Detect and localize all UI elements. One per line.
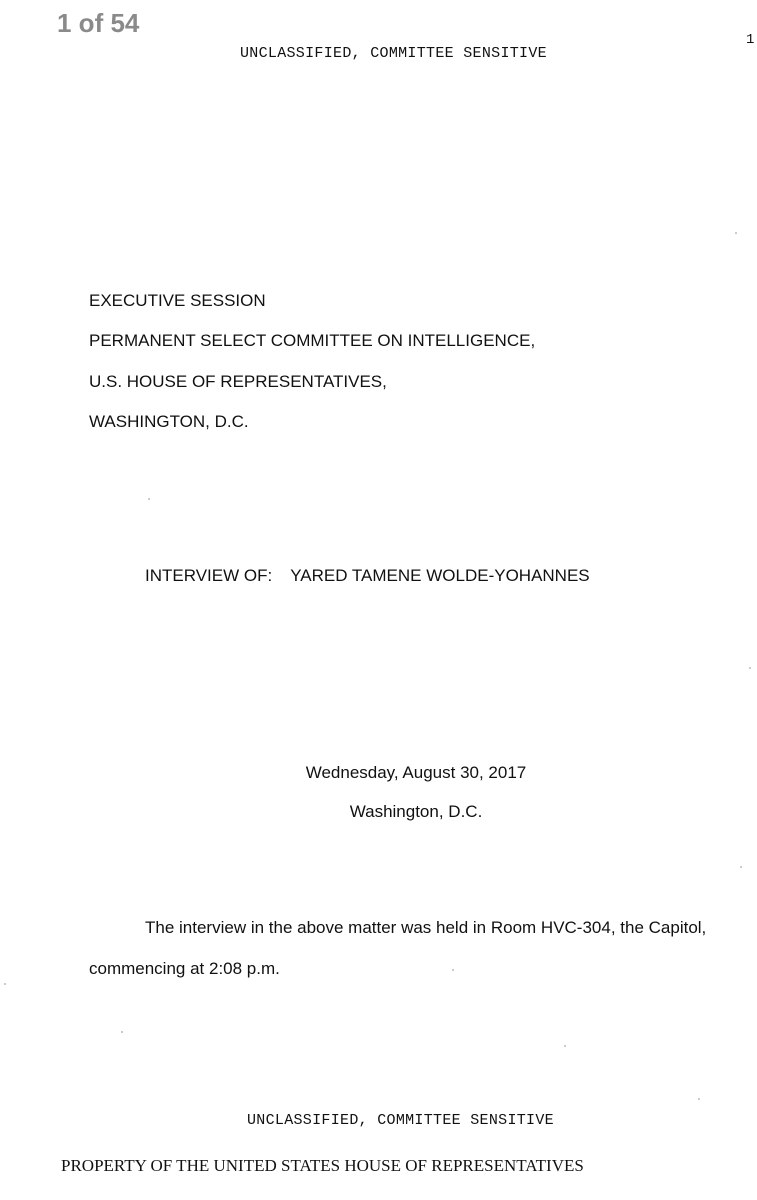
scan-speck xyxy=(735,232,737,234)
session-line-2: PERMANENT SELECT COMMITTEE ON INTELLIGENCE, xyxy=(89,331,536,350)
page-indicator: 1 of 54 xyxy=(57,8,140,38)
scan-speck xyxy=(564,1045,566,1047)
scan-speck xyxy=(121,1031,123,1033)
classification-header: UNCLASSIFIED, COMMITTEE SENSITIVE xyxy=(240,45,547,62)
interview-heading xyxy=(145,566,590,586)
scan-speck xyxy=(749,667,751,669)
body-text-line-1: The interview in the above matter was held in Room HVC-304, the Capitol, xyxy=(145,918,707,937)
session-line-1: EXECUTIVE SESSION xyxy=(89,291,266,310)
scan-speck xyxy=(452,969,454,971)
scan-speck xyxy=(740,866,742,868)
interview-location: Washington, D.C. xyxy=(349,802,483,821)
body-text-line-2: commencing at 2:08 p.m. xyxy=(89,959,280,978)
classification-footer: UNCLASSIFIED, COMMITTEE SENSITIVE xyxy=(247,1112,554,1129)
scan-speck xyxy=(4,983,6,985)
property-notice: PROPERTY OF THE UNITED STATES HOUSE OF REPRESENTATIVES xyxy=(61,1156,584,1175)
scan-speck xyxy=(698,1098,700,1100)
interviewee-name: YARED TAMENE WOLDE-YOHANNES xyxy=(290,566,590,585)
session-line-4: WASHINGTON, D.C. xyxy=(89,412,249,431)
session-line-3: U.S. HOUSE OF REPRESENTATIVES, xyxy=(89,372,387,391)
interview-label: INTERVIEW OF: xyxy=(145,566,273,585)
scan-speck xyxy=(148,498,150,500)
interview-date: Wednesday, August 30, 2017 xyxy=(305,763,527,782)
page-number: 1 xyxy=(746,32,755,48)
